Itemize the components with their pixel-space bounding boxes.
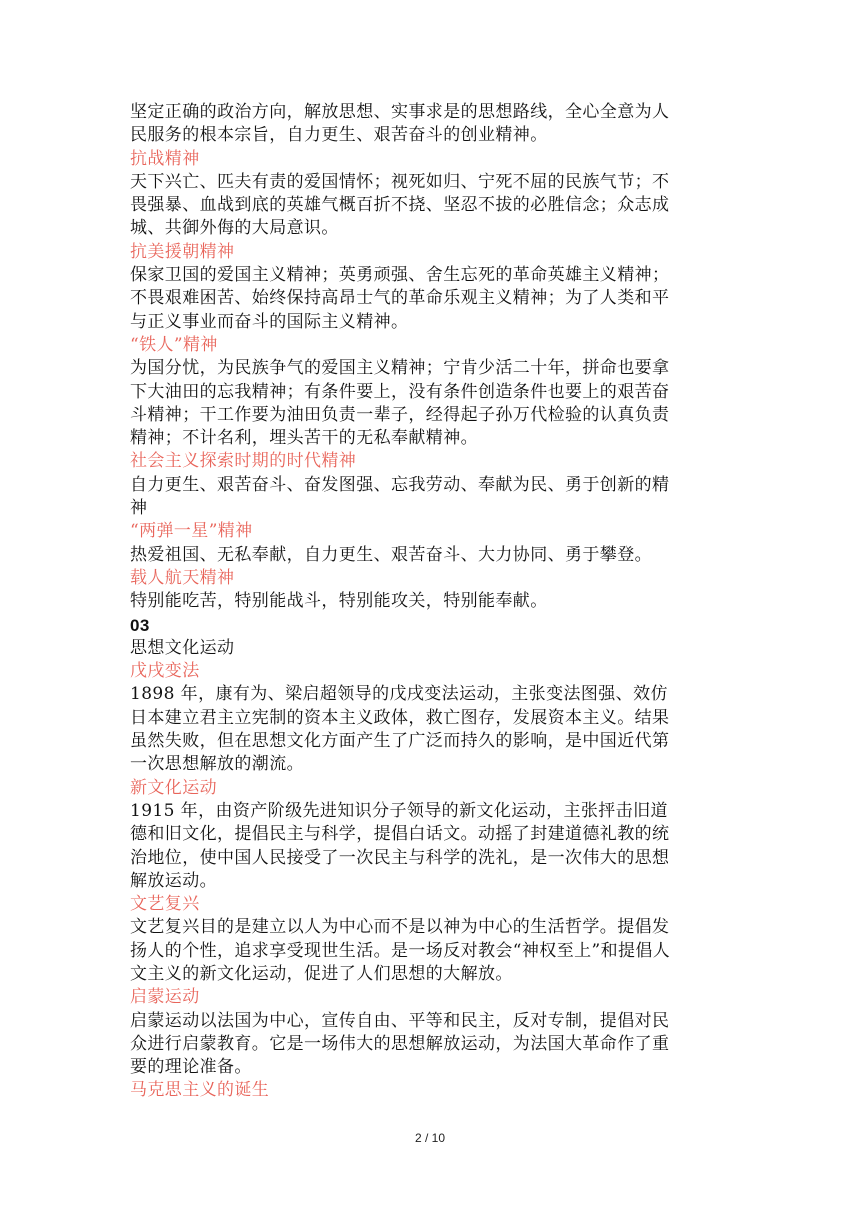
body-text-line: 不畏艰难困苦、始终保持高昂士气的革命乐观主义精神；为了人类和平: [130, 288, 670, 309]
body-text-line: 解放运动。: [130, 870, 217, 891]
body-text-line: 斗精神；干工作要为油田负责一辈子，经得起子孙万代检验的认真负责: [130, 404, 670, 425]
body-text-line: 1915 年，由资产阶级先进知识分子领导的新文化运动，主张抨击旧道: [130, 800, 668, 821]
body-text-line: 虽然失败，但在思想文化方面产生了广泛而持久的影响，是中国近代第: [130, 731, 670, 752]
body-text-line: 畏强暴、血战到底的英雄气概百折不挠、坚忍不拔的必胜信念；众志成: [130, 195, 670, 216]
section-heading: 马克思主义的诞生: [130, 1080, 270, 1101]
body-text-line: 日本建立君主立宪制的资本主义政体，救亡图存，发展资本主义。结果: [130, 707, 670, 728]
section-heading: 抗美援朝精神: [130, 241, 235, 262]
body-text-line: 众进行启蒙教育。它是一场伟大的思想解放运动，为法国大革命作了重: [130, 1033, 670, 1054]
section-heading: 社会主义探索时期的时代精神: [130, 451, 357, 472]
body-text-line: 精神；不计名利，埋头苦干的无私奉献精神。: [130, 428, 478, 449]
section-number: 03: [130, 615, 150, 635]
body-text-line: 与正义事业而奋斗的国际主义精神。: [130, 311, 409, 332]
body-text-line: 保家卫国的爱国主义精神；英勇顽强、舍生忘死的革命英雄主义精神；: [130, 265, 670, 286]
body-text-line: 特别能吃苦，特别能战斗，特别能攻关，特别能奉献。: [130, 591, 548, 612]
body-text-line: 1898 年，康有为、梁启超领导的戊戌变法运动，主张变法图强、效仿: [130, 684, 668, 705]
body-text-line: 民服务的根本宗旨，自力更生、艰苦奋斗的创业精神。: [130, 125, 548, 146]
page-number: 2 / 10: [414, 1131, 446, 1145]
body-text-line: 文艺复兴目的是建立以人为中心而不是以神为中心的生活哲学。提倡发: [130, 917, 670, 938]
body-text-line: 德和旧文化，提倡民主与科学，提倡白话文。动摇了封建道德礼教的统: [130, 824, 670, 845]
body-text-line: 坚定正确的政治方向，解放思想、实事求是的思想路线，全心全意为人: [130, 102, 670, 122]
body-text-line: 天下兴亡、匹夫有责的爱国情怀；视死如归、宁死不屈的民族气节；不: [130, 171, 670, 192]
section-heading: 文艺复兴: [130, 894, 200, 915]
section-heading: 新文化运动: [130, 777, 217, 798]
section-heading: “铁人”精神: [130, 334, 218, 355]
body-text-line: 为国分忧，为民族争气的爱国主义精神；宁肯少活二十年，拼命也要拿: [130, 358, 670, 379]
section-heading: 载人航天精神: [130, 567, 235, 588]
body-text-line: 要的理论准备。: [130, 1057, 252, 1078]
body-text-line: 神: [130, 498, 148, 519]
body-text-line: 启蒙运动以法国为中心，宣传自由、平等和民主，反对专制，提倡对民: [130, 1010, 670, 1031]
body-text-line: 自力更生、艰苦奋斗、奋发图强、忘我劳动、奉献为民、勇于创新的精: [130, 474, 670, 495]
section-heading: “两弹一星”精神: [130, 521, 253, 542]
body-text-line: 热爱祖国、无私奉献，自力更生、艰苦奋斗、大力协同、勇于攀登。: [130, 544, 652, 565]
section-heading: 抗战精神: [130, 148, 200, 169]
body-text-line: 一次思想解放的潮流。: [130, 754, 304, 775]
chapter-title: 思想文化运动: [130, 637, 235, 658]
body-text-line: 扬人的个性，追求享受现世生活。是一场反对教会“神权至上”和提倡人: [130, 940, 671, 961]
body-text-line: 文主义的新文化运动，促进了人们思想的大解放。: [130, 963, 513, 984]
body-text-line: 城、共御外侮的大局意识。: [130, 218, 339, 239]
document-body: [130, 101, 730, 1103]
section-heading: 启蒙运动: [130, 987, 200, 1008]
body-text-line: 下大油田的忘我精神；有条件要上，没有条件创造条件也要上的艰苦奋: [130, 381, 670, 402]
section-heading: 戊戌变法: [130, 661, 200, 682]
body-text-line: 治地位，使中国人民接受了一次民主与科学的洗礼，是一次伟大的思想: [130, 847, 670, 868]
